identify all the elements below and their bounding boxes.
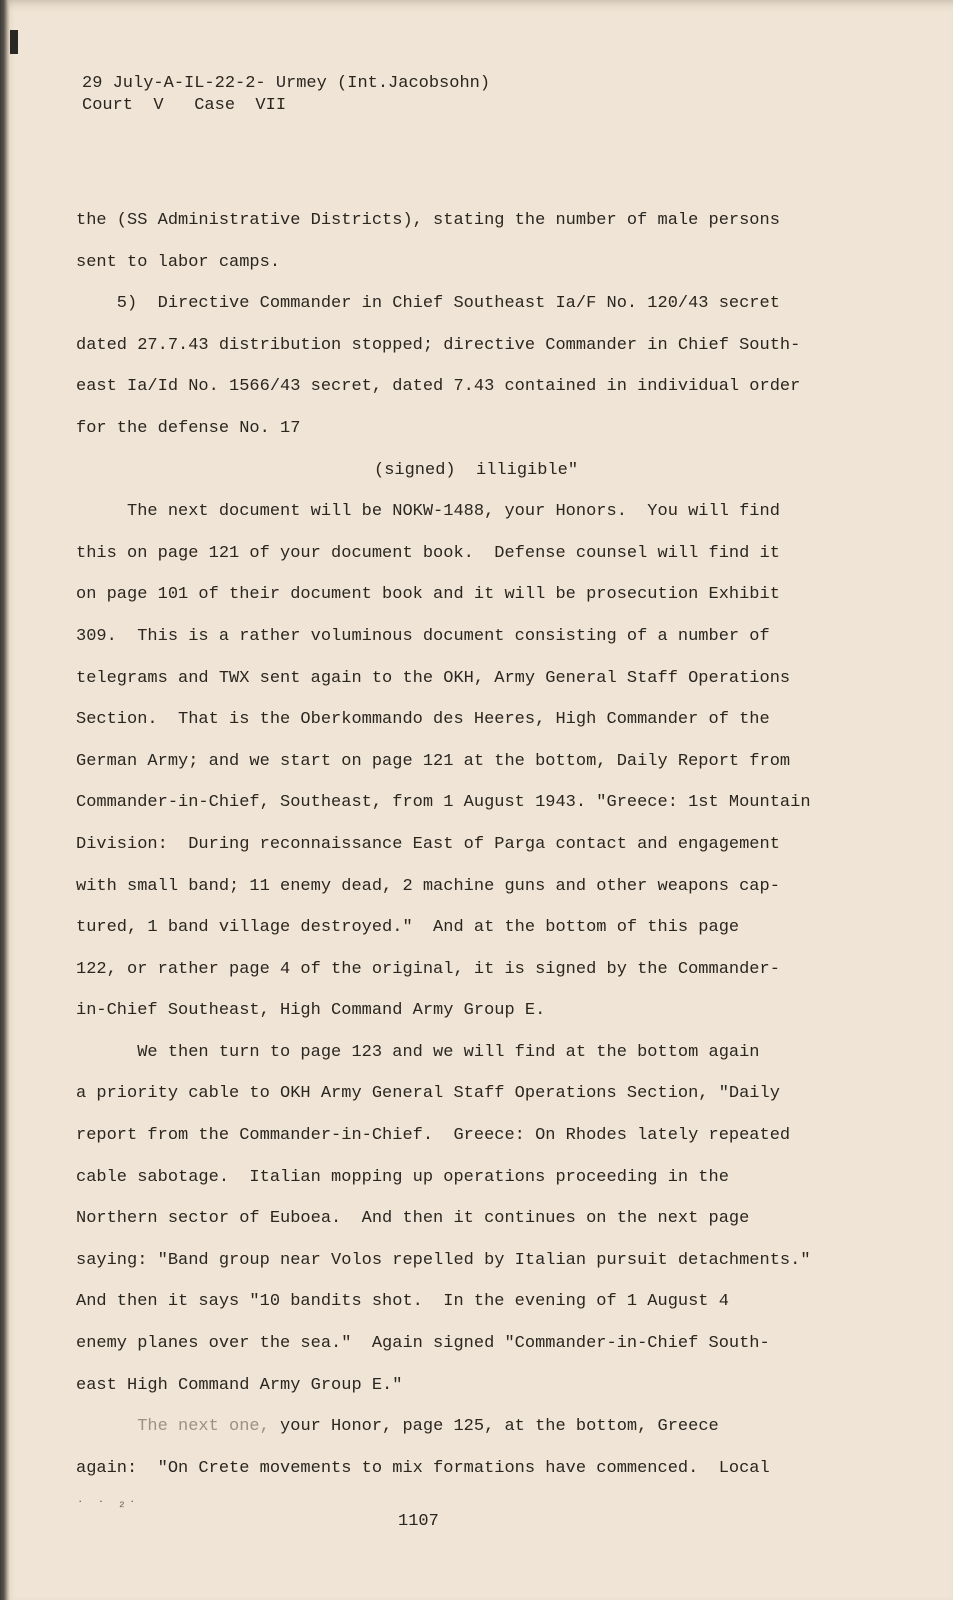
text-line: in-Chief Southeast, High Command Army Group E. — [76, 1001, 546, 1021]
header-line-1: 29 July-A-IL-22-2- Urmey (Int.Jacobsohn) — [82, 74, 491, 93]
text-line: 5) Directive Commander in Chief Southeast Ia/F No. 120/43 secret — [76, 294, 780, 314]
text-line: 309. This is a rather voluminous document consisting of a number of — [76, 626, 770, 646]
document-header — [82, 73, 490, 117]
text-line: east High Command Army Group E." — [76, 1375, 403, 1395]
faded-text: The next one, — [137, 1417, 270, 1437]
text-line: for the defense No. 17 — [76, 418, 301, 438]
text-line: The next document will be NOKW-1488, your Honors. You will find — [76, 502, 780, 522]
text-span: your Honor, page 125, at the bottom, Greece — [269, 1417, 719, 1437]
text-line: a priority cable to OKH Army General Staff Operations Section, "Daily — [76, 1084, 780, 1104]
text-line: the (SS Administrative Districts), stating the number of male persons — [76, 211, 780, 230]
text-line: report from the Commander-in-Chief. Greece: On Rhodes lately repeated — [76, 1126, 791, 1146]
document-body — [76, 200, 916, 1489]
header-line-2: Court V Case VII — [82, 96, 287, 115]
text-line: Commander-in-Chief, Southeast, from 1 August 1943. "Greece: 1st Mountain — [76, 793, 811, 813]
text-line: Section. That is the Oberkommando des Heeres, High Commander of the — [76, 710, 770, 730]
text-line: on page 101 of their document book and it will be prosecution Exhibit — [76, 585, 780, 605]
page-number: 1107 — [398, 1512, 439, 1531]
text-line: dated 27.7.43 distribution stopped; directive Commander in Chief South- — [76, 335, 801, 355]
text-line: sent to labor camps. — [76, 252, 281, 272]
binding-mark — [10, 30, 18, 54]
text-line: Northern sector of Euboea. And then it continues on the next page — [76, 1209, 750, 1229]
text-line: east Ia/Id No. 1566/43 secret, dated 7.43 contained in individual order — [76, 377, 801, 397]
text-line: this on page 121 of your document book. Defense counsel will find it — [76, 543, 780, 563]
text-line: Division: During reconnaissance East of Parga contact and engagement — [76, 834, 780, 854]
binding-edge — [0, 0, 10, 1600]
text-line: We then turn to page 123 and we will find at the bottom again — [76, 1042, 760, 1062]
text-line: saying: "Band group near Volos repelled by Italian pursuit detachments." — [76, 1250, 811, 1270]
text-line: 122, or rather page 4 of the original, it is signed by the Commander- — [76, 959, 780, 979]
ink-smudge: ˙ ˙ ²˙ — [76, 1500, 139, 1516]
text-line: German Army; and we start on page 121 at the bottom, Daily Report from — [76, 751, 791, 771]
text-line — [76, 1406, 916, 1448]
signature-line: (signed) illigible" — [374, 460, 579, 480]
text-line: again: "On Crete movements to mix formations have commenced. Local — [76, 1458, 770, 1478]
text-line: with small band; 11 enemy dead, 2 machine guns and other weapons cap- — [76, 876, 780, 896]
text-line: enemy planes over the sea." Again signed "Commander-in-Chief South- — [76, 1334, 770, 1354]
text-line: tured, 1 band village destroyed." And at the bottom of this page — [76, 918, 740, 938]
text-line: cable sabotage. Italian mopping up operations proceeding in the — [76, 1167, 729, 1187]
text-line: telegrams and TWX sent again to the OKH, Army General Staff Operations — [76, 668, 791, 688]
text-line: And then it says "10 bandits shot. In the evening of 1 August 4 — [76, 1292, 729, 1312]
